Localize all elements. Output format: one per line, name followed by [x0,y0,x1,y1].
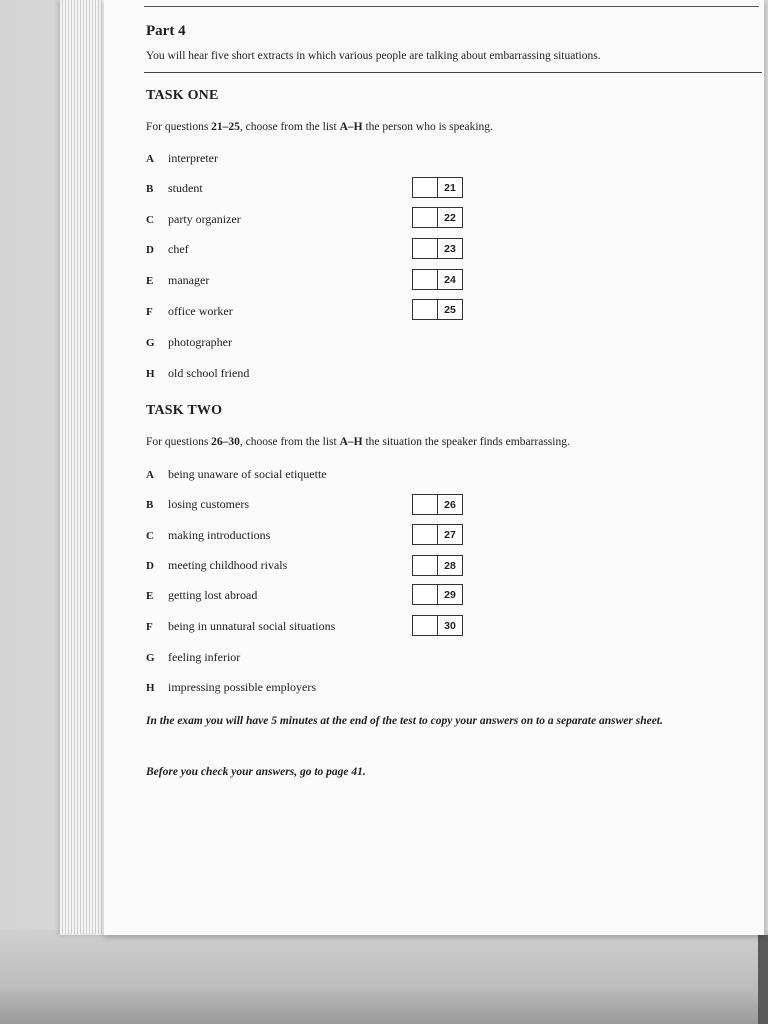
divider [144,72,762,73]
exam-note: In the exam you will have 5 minutes at the end of the test to copy your answers on to a separate answer sheet. [146,715,663,727]
option-text: getting lost abroad [168,588,258,602]
task-two-option [146,650,240,665]
question-number: 30 [444,619,456,632]
task-two-option [146,588,257,603]
question-number: 21 [444,181,456,194]
task-two-option [146,467,327,482]
scanner-edge [758,935,768,1024]
answer-field[interactable] [413,208,438,227]
answer-field[interactable] [413,270,438,289]
option-text: making introductions [168,528,271,542]
instruction-text: , choose from the list [239,436,340,448]
part-title: Part 4 [146,23,186,39]
task-one-option [146,366,249,381]
task-one-option [146,304,233,319]
check-answers-note: Before you check your answers, go to page 41. [146,766,366,778]
task-two-option [146,497,249,512]
book-page-edges [60,0,106,935]
answer-box[interactable] [412,524,463,545]
task-two-instruction [146,436,570,448]
question-number: 26 [444,498,456,511]
option-text: office worker [168,304,233,318]
instruction-text: , choose from the list [239,121,340,133]
option-text: photographer [168,335,232,349]
task-one-option [146,181,203,196]
option-letter: C [146,530,154,542]
question-number: 27 [444,528,456,541]
answer-box[interactable] [412,238,463,259]
answer-field[interactable] [413,616,438,635]
answer-field[interactable] [413,239,438,258]
answer-box[interactable] [412,177,463,198]
answer-box[interactable] [412,269,463,290]
task-one-heading: TASK ONE [146,88,219,103]
option-text: old school friend [168,366,250,380]
part-intro: You will hear five short extracts in which various people are talking about embarrassing situations. [146,50,601,62]
option-text: interpreter [168,151,218,165]
option-letter: G [146,337,155,349]
option-letter: B [146,499,154,511]
task-two-option [146,528,270,543]
task-one-option [146,273,209,288]
instruction-text: For questions [146,121,212,133]
question-number: 22 [444,211,456,224]
answer-box[interactable] [412,494,463,515]
instruction-text: the situation the speaker finds embarrassing. [362,436,570,448]
task-one-option [146,242,189,257]
option-text: student [168,181,203,195]
answer-field[interactable] [413,495,438,514]
question-number: 23 [444,242,456,255]
question-range: 26–30 [211,436,240,448]
question-range: 21–25 [211,121,240,133]
option-range: A–H [339,121,363,133]
task-two-option [146,558,287,573]
answer-box[interactable] [412,299,463,320]
option-text: party organizer [168,212,241,226]
option-letter: F [146,621,153,633]
option-range: A–H [339,436,363,448]
option-letter: G [146,652,155,664]
answer-field[interactable] [413,585,438,604]
answer-box[interactable] [412,584,463,605]
answer-box[interactable] [412,555,463,576]
option-letter: A [146,153,154,165]
option-letter: H [146,368,155,380]
option-letter: A [146,469,154,481]
option-letter: E [146,275,154,287]
option-text: losing customers [168,497,249,511]
option-text: being unaware of social etiquette [168,467,327,481]
option-text: meeting childhood rivals [168,558,288,572]
option-letter: B [146,183,154,195]
top-rule [144,6,759,7]
task-one-instruction [146,121,493,133]
scanner-shadow [0,930,768,1024]
answer-field[interactable] [413,525,438,544]
answer-box[interactable] [412,615,463,636]
option-text: chef [168,242,189,256]
task-two-heading: TASK TWO [146,403,223,418]
answer-field[interactable] [413,178,438,197]
answer-box[interactable] [412,207,463,228]
question-number: 29 [444,588,456,601]
option-text: feeling inferior [168,650,241,664]
option-text: being in unnatural social situations [168,619,336,633]
question-number: 25 [444,303,456,316]
option-letter: D [146,560,154,572]
option-letter: D [146,244,154,256]
option-letter: C [146,214,154,226]
answer-field[interactable] [413,556,438,575]
task-one-option [146,335,232,350]
instruction-text: the person who is speaking. [362,121,493,133]
option-letter: F [146,306,153,318]
book-page [104,0,764,935]
option-text: manager [168,273,210,287]
answer-field[interactable] [413,300,438,319]
question-number: 24 [444,273,456,286]
task-one-option [146,151,218,166]
task-two-option [146,619,335,634]
question-number: 28 [444,559,456,572]
option-text: impressing possible employers [168,680,316,694]
task-two-option [146,680,316,695]
option-letter: H [146,682,155,694]
option-letter: E [146,590,154,602]
instruction-text: For questions [146,436,212,448]
task-one-option [146,212,241,227]
